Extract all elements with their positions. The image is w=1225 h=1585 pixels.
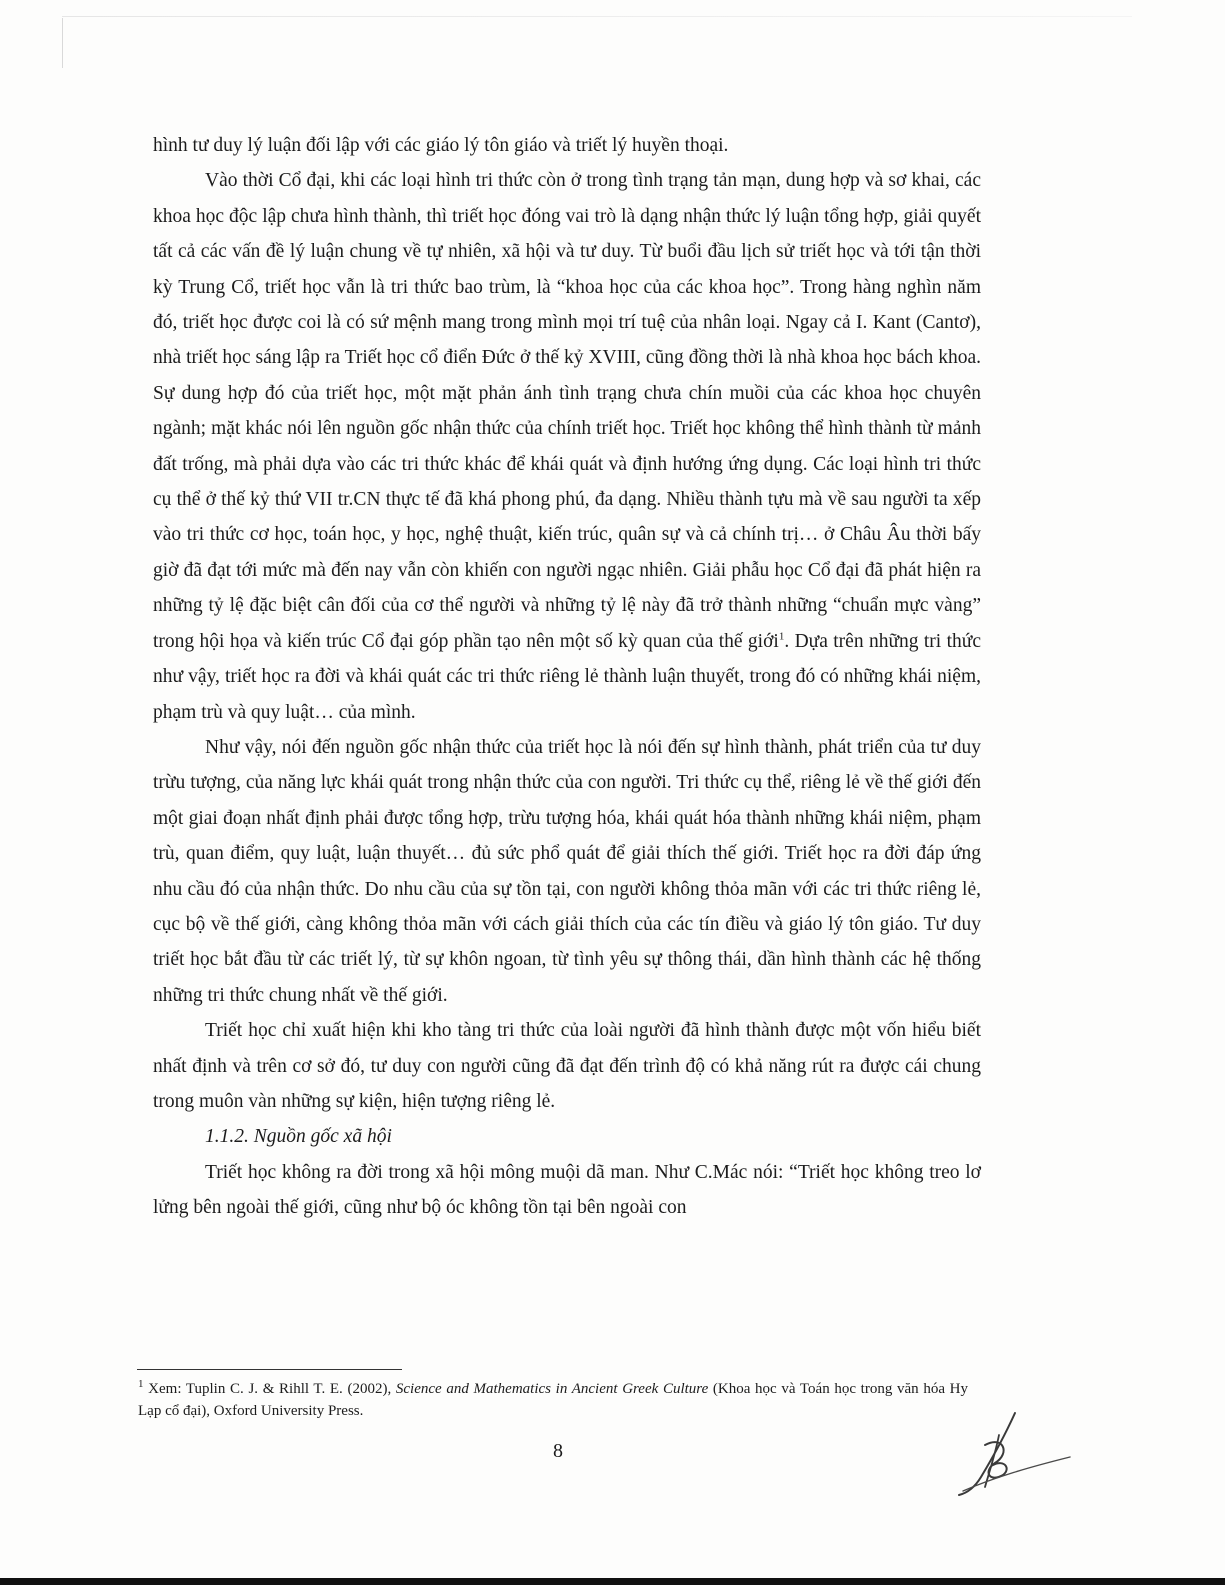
handwritten-signature [945, 1405, 1075, 1505]
paragraph-5: Triết học không ra đời trong xã hội mông muội dã man. Như C.Mác nói: “Triết học không treo lơ lửng bên ngoài thế giới, cũng như bộ óc không tồn tại bên ngoài con [153, 1161, 981, 1219]
paragraph-2 [153, 163, 981, 730]
page-number: 8 [553, 1440, 563, 1462]
footnote-divider [137, 1369, 402, 1370]
paragraph-3: Như vậy, nói đến nguồn gốc nhận thức của triết học là nói đến sự hình thành, phát triển của tư duy trừu tượng, của năng lực khái quát trong nhận thức của con người. Tri thức cụ thể, riêng lẻ về thế giới đến một giai đoạn nhất định phải được tổng hợp, trừu tượng hóa, khái quát hóa thành những khái niệm, phạm trù, quan điểm, quy luật, luận thuyết… đủ sức phổ quát để giải thích thế giới. Triết học ra đời đáp ứng nhu cầu đó của nhận thức. Do nhu cầu của sự tồn tại, con người không thỏa mãn với các tri thức riêng lẻ, cục bộ về thế giới, càng không thỏa mãn với cách giải thích của các tín điều và giáo lý tôn giáo. Tư duy triết học bắt đầu từ các triết lý, từ sự khôn ngoan, từ tình yêu sự thông thái, dần hình thành các hệ thống những tri thức chung nhất về thế giới. [153, 736, 981, 1006]
scan-edge-top [62, 16, 1132, 17]
footnote-marker: 1 [138, 1378, 144, 1390]
scan-edge-left [62, 18, 63, 68]
footnote-book-title: Science and Mathematics in Ancient Greek Culture [395, 1381, 709, 1397]
section-heading: 1.1.2. Nguồn gốc xã hội [205, 1126, 392, 1148]
scan-edge-bottom [0, 1578, 1225, 1585]
footnote-text-a: Xem: Tuplin C. J. & Rihll T. E. (2002), [143, 1381, 396, 1397]
paragraph-1: hình tư duy lý luận đối lập với các giáo lý tôn giáo và triết lý huyền thoại. [153, 135, 729, 156]
paragraph-2-text-a: Vào thời Cổ đại, khi các loại hình tri thức còn ở trong tình trạng tản mạn, dung hợp và sơ khai, các khoa học độc lập chưa hình thành, thì triết học đóng vai trò là dạng nhận thức lý luận tổng hợp, giải quyết tất cả các vấn đề lý luận chung về tự nhiên, xã hội và tư duy. Từ buổi đầu lịch sử triết học và tới tận thời kỳ Trung Cổ, triết học vẫn là tri thức bao trùm, là “khoa học của các khoa học”. Trong hàng nghìn năm đó, triết học được coi là có sứ mệnh mang trong mình mọi trí tuệ của nhân loại. Ngay cả I. Kant (Cantơ), nhà triết học sáng lập ra Triết học cổ điển Đức ở thế kỷ XVIII, cũng đồng thời là nhà khoa học bách khoa. Sự dung hợp đó của triết học, một mặt phản ánh tình trạng chưa chín muồi của các khoa học chuyên ngành; mặt khác nói lên nguồn gốc nhận thức của chính triết học. Triết học không thể hình thành từ mảnh đất trống, mà phải dựa vào các tri thức khác để khái quát và định hướng ứng dụng. Các loại hình tri thức cụ thể ở thế kỷ thứ VII tr.CN thực tế đã khá phong phú, đa dạng. Nhiều thành tựu mà về sau người ta xếp vào tri thức cơ học, toán học, y học, nghệ thuật, kiến trúc, quân sự và cả chính trị… ở Châu Âu thời bấy giờ đã đạt tới mức mà đến nay vẫn còn khiến con người ngạc nhiên. Giải phẫu học Cổ đại đã phát hiện ra những tỷ lệ đặc biệt cân đối của cơ thể người và những tỷ lệ này đã trở thành những “chuẩn mực vàng” trong hội họa và kiến trúc Cổ đại góp phần tạo nên một số kỳ quan của thế giới [153, 170, 981, 652]
footnote-reference: 1 [778, 630, 785, 643]
footnote-text-b: (Khoa học và Toán học trong văn hóa Hy Lạp cổ đại), Oxford University Press. [138, 1381, 968, 1419]
footnote [138, 1378, 968, 1422]
body-text [153, 128, 981, 1226]
paragraph-2-text-b: . Dựa trên những tri thức như vậy, triết học ra đời và khái quát các tri thức riêng lẻ thành luận thuyết, trong đó có những khái niệm, phạm trù và quy luật… của mình. [153, 630, 981, 723]
paragraph-4: Triết học chỉ xuất hiện khi kho tàng tri thức của loài người đã hình thành được một vốn hiểu biết nhất định và trên cơ sở đó, tư duy con người cũng đã đạt đến trình độ có khả năng rút ra được cái chung trong muôn vàn những sự kiện, hiện tượng riêng lẻ. [153, 1020, 981, 1112]
